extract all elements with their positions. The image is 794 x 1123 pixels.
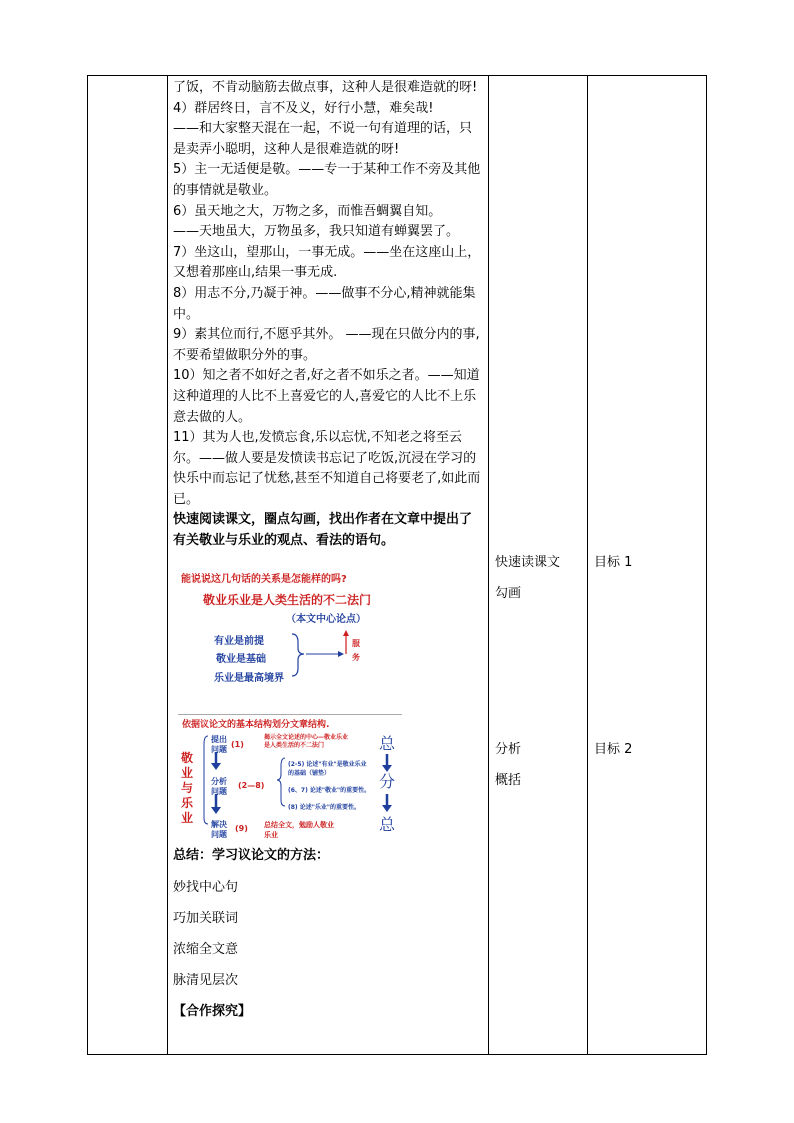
step-label: 分析 (211, 776, 227, 786)
premise-item: 有业是前提 (214, 635, 264, 647)
brace-arrow-icon (178, 568, 408, 698)
structure-title: 依据议论文的基本结构划分文章结构. (182, 719, 330, 730)
note-line: 6）虽天地之大，万物之多，而惟吾蜩翼自知。 (173, 203, 442, 219)
structure-char: 总 (379, 814, 396, 834)
note-line: 11）其为人也,发愤忘食,乐以忘忧,不知老之将至云尔。——做人要是发愤读书忘记了吃饭,沉浸在学习的快乐中而忘记了忧愁,甚至不知道自己将要老了,如此而已。 (173, 430, 481, 507)
step-label: 解决 (211, 819, 227, 829)
lesson-plan-table (87, 75, 707, 1055)
activity-text: 快速读课文 (495, 555, 561, 570)
diagram-question: 能说说这几句话的关系是怎能样的吗? (181, 573, 347, 585)
activity-text: 分析 (495, 742, 522, 757)
section-heading: 【合作探究】 (173, 1004, 252, 1020)
note-line: 了饭，不肯动脑筋去做点事，这种人是很难造就的呀! (173, 80, 478, 95)
structure-char: 总 (379, 733, 396, 753)
step-desc: 总结全文，勉励人敬业 (264, 820, 334, 829)
step-range: (2—8) (238, 780, 265, 790)
step-range: (9) (235, 823, 248, 833)
analysis-item: (8) 论述"乐业"的重要性。 (288, 803, 361, 811)
method-item: 巧加关联词 (173, 911, 239, 927)
topic-char: 敬 (181, 750, 194, 765)
result-char: 务 (352, 652, 360, 662)
note-line: 8）用志不分,乃凝于神。——做事不分心,精神就能集中。 (173, 285, 476, 322)
thesis-note: （本文中心论点） (286, 613, 366, 625)
method-item: 妙找中心句 (173, 880, 239, 896)
topic-char: 与 (181, 780, 194, 795)
step-desc: 揭示全文论述的中心—敬业乐业 (264, 733, 349, 741)
step-label: 问题 (211, 786, 227, 796)
goal-label: 目标 1 (594, 555, 633, 570)
step-desc: 乐业 (264, 830, 278, 839)
analysis-item: (6、7) 论述"敬业"的重要性。 (288, 786, 371, 794)
note-line: 10）知之者不如好之者,好之者不如乐之者。——知道这种道理的人比不上喜爱它的人,喜爱它的人比不上乐意去做的人。 (173, 368, 480, 425)
note-line: ——和大家整天混在一起，不说一句有道理的话，只是卖弄小聪明，这种人是很难造就的呀! (173, 121, 473, 157)
step-label: 提出 (211, 734, 227, 744)
task-instruction: 快速阅读课文，圈点勾画，找出作者在文章中提出了有关敬业与乐业的观点、看法的语句。 (173, 512, 473, 549)
note-line: 4）群居终日，言不及义，好行小慧，难矣哉! (173, 100, 434, 116)
student-activity-cell (489, 76, 588, 1055)
note-line: 5）主一无适便是敬。——专一于某种工作不旁及其他的事情就是敬业。 (173, 162, 481, 198)
thesis-diagram (178, 568, 408, 698)
activity-text: 概括 (495, 773, 522, 788)
step-label: 问题 (211, 744, 227, 754)
goal-cell (588, 76, 707, 1055)
note-line: ——天地虽大，万物虽多，我只知道有蝉翼罢了。 (173, 224, 460, 240)
note-line: 7）坐这山，望那山，一事无成。——坐在这座山上，又想着那座山,结果一事无成. (173, 244, 481, 281)
summary-heading: 总结：学习议论文的方法： (173, 847, 330, 863)
topic-char: 业 (181, 810, 194, 825)
analysis-item: (2-5) 论述"有业"是敬业乐业 (288, 760, 367, 768)
central-thesis: 敬业乐业是人类生活的不二法门 (203, 592, 372, 607)
activity-text: 勾画 (495, 586, 522, 601)
premise-item: 敬业是基础 (216, 653, 266, 665)
structure-diagram (178, 714, 408, 839)
teaching-content-cell (168, 76, 489, 1055)
analysis-item: 的基础（铺垫） (288, 769, 331, 777)
topic-char: 业 (181, 765, 194, 780)
step-desc: 是人类生活的不二法门 (264, 741, 325, 749)
method-item: 脉清见层次 (173, 973, 239, 989)
step-label: 问题 (211, 829, 227, 839)
structure-char: 分 (379, 771, 396, 791)
topic-char: 乐 (181, 795, 194, 810)
goal-label: 目标 2 (594, 742, 633, 757)
empty-column-cell (88, 76, 168, 1055)
premise-item: 乐业是最高境界 (214, 672, 284, 684)
step-range: (1) (231, 739, 244, 749)
note-line: 9）素其位而行,不愿乎其外。 ——现在只做分内的事,不要希望做职分外的事。 (173, 327, 480, 363)
method-item: 浓缩全文意 (173, 942, 239, 958)
result-char: 服 (352, 638, 360, 648)
